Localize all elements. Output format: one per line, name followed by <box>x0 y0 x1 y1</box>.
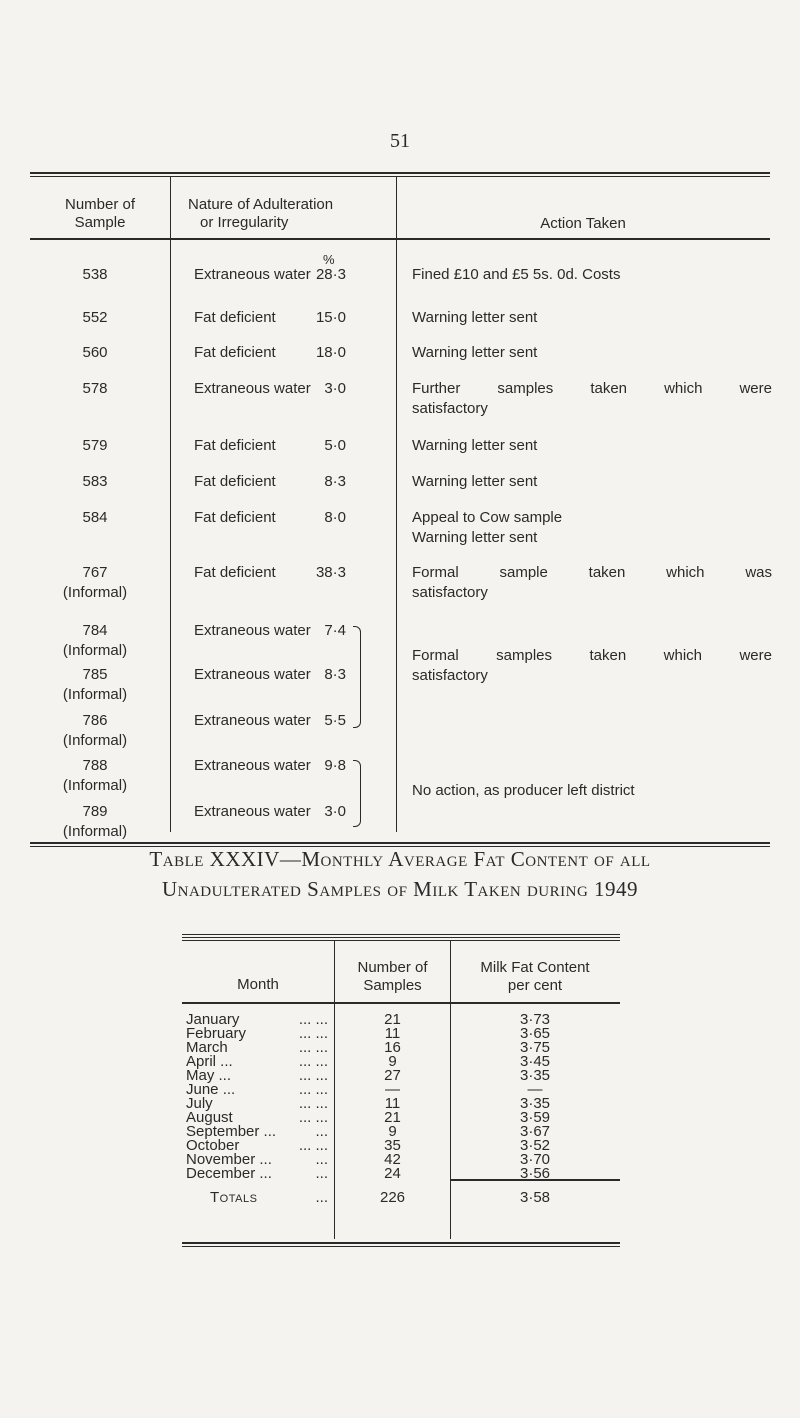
sample-number: 578 <box>82 380 108 397</box>
action-line: Fined £10 and £5 5s. 0d. Costs <box>412 266 621 283</box>
col-header-fat <box>450 959 620 995</box>
leader-dots: ... ... <box>298 1137 328 1154</box>
table1-col-divider-2 <box>396 177 397 832</box>
action <box>412 472 772 492</box>
leader-dots: ... ... <box>298 1025 328 1042</box>
action <box>412 308 772 328</box>
table2-top-rule-2 <box>182 937 620 938</box>
leader-dots: ... ... <box>298 1081 328 1098</box>
sample-number <box>30 665 160 705</box>
action-line: Warning letter sent <box>412 529 538 546</box>
informal-label: (Informal) <box>62 642 128 659</box>
action <box>412 265 772 285</box>
action-line: Warning letter sent <box>412 344 538 361</box>
samples-value: 9 <box>388 1053 397 1070</box>
informal-label: (Informal) <box>62 686 128 703</box>
sample-number: 552 <box>82 309 108 326</box>
samples-value: 11 <box>384 1025 401 1042</box>
samples-value: 21 <box>384 1011 401 1028</box>
action-line: Appeal to Cow sample <box>412 509 563 526</box>
sample-number <box>30 711 160 751</box>
action <box>412 563 772 603</box>
sample-number-value: 789 <box>82 803 108 820</box>
col-header-action: Action Taken <box>540 215 626 232</box>
action-line: Warning letter sent <box>412 473 538 490</box>
sample-number <box>30 563 160 603</box>
fat-value: 3·35 <box>519 1095 551 1112</box>
action <box>412 379 772 419</box>
percent: 7·4 <box>324 622 346 639</box>
percent: 5·5 <box>324 712 346 729</box>
leader-dots: ... ... <box>298 1039 328 1056</box>
percent: 8·3 <box>324 473 346 490</box>
col-header-nature-line2: or Irregularity <box>200 214 289 231</box>
leader-dots: ... ... <box>298 1095 328 1112</box>
month-label: July <box>186 1095 213 1112</box>
table2-bottom-rule <box>182 1242 620 1244</box>
percent: 3·0 <box>324 803 346 820</box>
fat-value: — <box>527 1081 543 1098</box>
table1-header-rule <box>30 238 770 240</box>
action-line: Formal samples taken which were <box>412 647 772 664</box>
nature: Fat deficient <box>194 473 276 490</box>
table2-title-line2: Unadulterated Samples of Milk Taken during 1949 <box>161 877 639 901</box>
leader-dots: ... ... <box>298 1011 328 1028</box>
informal-label: (Informal) <box>62 823 128 840</box>
action-line: Further samples taken which were <box>412 380 772 397</box>
informal-label: (Informal) <box>62 584 128 601</box>
action-line: Warning letter sent <box>412 309 538 326</box>
fat-value: 3·35 <box>519 1067 551 1084</box>
samples-value: 21 <box>384 1109 401 1126</box>
leader-dots: ... ... <box>298 1067 328 1084</box>
nature: Extraneous water <box>194 622 311 639</box>
samples-value: 42 <box>384 1151 401 1168</box>
percent: 9·8 <box>324 757 346 774</box>
month-label: September ... <box>186 1123 277 1140</box>
percent: 15·0 <box>315 309 346 326</box>
month-label: November ... <box>186 1151 272 1168</box>
table1-top-rule-thin <box>30 176 770 177</box>
nature: Fat deficient <box>194 564 276 581</box>
table2-header-rule <box>182 1002 620 1004</box>
leader-dots: ... ... <box>298 1109 328 1126</box>
table1-col-divider-1 <box>170 177 171 832</box>
informal-label: (Informal) <box>62 732 128 749</box>
percent: 3·0 <box>324 380 346 397</box>
sample-number: 583 <box>82 473 108 490</box>
col-header-samples-line2: Samples <box>363 977 422 994</box>
month-label: January <box>186 1011 240 1028</box>
sample-number: 560 <box>82 344 108 361</box>
sample-number: 579 <box>82 437 108 454</box>
samples-value: 24 <box>384 1165 401 1182</box>
month-label: June ... <box>186 1081 236 1098</box>
action-line: Warning letter sent <box>412 437 538 454</box>
totals-row <box>210 1190 328 1206</box>
action-line: satisfactory <box>412 667 488 684</box>
col-header-fat-line1: Milk Fat Content <box>480 959 590 976</box>
sample-number-value: 785 <box>82 666 108 683</box>
nature: Extraneous water <box>194 266 311 283</box>
action-line: satisfactory <box>412 584 488 601</box>
samples-value: — <box>385 1081 400 1098</box>
samples-value: 11 <box>384 1095 401 1112</box>
leader-dots: ... ... <box>298 1053 328 1070</box>
fat-value: 3·45 <box>519 1053 551 1070</box>
sample-number <box>30 621 160 661</box>
col-header-fat-line2: per cent <box>507 977 563 994</box>
col-header-samples <box>335 959 450 995</box>
leader-dots: ... <box>315 1189 328 1206</box>
action-line: Formal sample taken which was <box>412 564 772 581</box>
month-label: May ... <box>186 1067 232 1084</box>
percent: 18·0 <box>315 344 346 361</box>
sample-number-value: 767 <box>82 564 108 581</box>
percent: 38·3 <box>315 564 346 581</box>
fat-value: 3·70 <box>519 1151 551 1168</box>
leader-dots: ... <box>315 1165 328 1182</box>
nature: Fat deficient <box>194 509 276 526</box>
nature: Extraneous water <box>194 712 311 729</box>
col-header-sample-line2: Sample <box>74 214 126 231</box>
nature: Fat deficient <box>194 344 276 361</box>
percent: 8·0 <box>324 509 346 526</box>
month-label: August <box>186 1109 233 1126</box>
col-header-sample <box>30 196 170 232</box>
sample-number <box>30 756 160 796</box>
informal-label: (Informal) <box>62 777 128 794</box>
samples-value: 27 <box>384 1067 401 1084</box>
month-label: October <box>186 1137 240 1154</box>
fat-value: 3·52 <box>519 1137 551 1154</box>
brace-group-2 <box>353 760 361 827</box>
leader-dots: ... <box>315 1123 328 1140</box>
brace-group-1 <box>353 626 361 728</box>
fat-value: 3·56 <box>519 1165 551 1182</box>
samples-value: 16 <box>384 1039 401 1056</box>
sample-number <box>30 802 160 842</box>
nature: Extraneous water <box>194 666 311 683</box>
percent: 28·3 <box>315 266 346 283</box>
percent-sign: % <box>323 252 335 267</box>
col-header-month: Month <box>237 976 279 993</box>
page-number: 51 <box>390 130 410 152</box>
month-label: April ... <box>186 1053 233 1070</box>
group-action-1 <box>412 646 772 686</box>
samples-value: 35 <box>384 1137 401 1154</box>
fat-value: 3·59 <box>519 1109 551 1126</box>
month-label: December ... <box>186 1165 272 1182</box>
table2-title-line1: Table XXXIV—Monthly Average Fat Content of all <box>149 847 651 871</box>
table1-top-rule <box>30 172 770 174</box>
sample-number-value: 784 <box>82 622 108 639</box>
totals-fat: 3·58 <box>519 1189 551 1206</box>
percent: 5·0 <box>324 437 346 454</box>
nature: Extraneous water <box>194 757 311 774</box>
percent: 8·3 <box>324 666 346 683</box>
totals-samples: 226 <box>379 1189 406 1206</box>
action <box>412 508 772 548</box>
action <box>412 343 772 363</box>
nature: Extraneous water <box>194 803 311 820</box>
table2-top-rule <box>182 934 620 935</box>
nature: Extraneous water <box>194 380 311 397</box>
fat-value: 3·67 <box>519 1123 551 1140</box>
col-header-samples-line1: Number of <box>357 959 428 976</box>
month-row <box>186 1167 328 1181</box>
month-label: March <box>186 1039 228 1056</box>
fat-value: 3·75 <box>519 1039 551 1056</box>
nature: Fat deficient <box>194 437 276 454</box>
nature: Fat deficient <box>194 309 276 326</box>
sample-number-value: 788 <box>82 757 108 774</box>
sample-number-value: 786 <box>82 712 108 729</box>
action <box>412 436 772 456</box>
col-header-sample-line1: Number of <box>64 196 136 213</box>
col-header-nature-line1: Nature of Adulteration <box>188 196 334 213</box>
month-label: February <box>186 1025 247 1042</box>
sample-number: 538 <box>82 266 108 283</box>
fat-value: 3·65 <box>519 1025 551 1042</box>
table2-top-rule-3 <box>182 940 620 941</box>
action-line: No action, as producer left district <box>412 782 635 799</box>
table2-title <box>40 844 760 904</box>
sample-number: 584 <box>82 509 108 526</box>
leader-dots: ... <box>315 1151 328 1168</box>
col-header-nature <box>188 196 333 232</box>
fat-value: 3·73 <box>519 1011 551 1028</box>
group-action-2 <box>412 781 772 801</box>
samples-value: 9 <box>388 1123 397 1140</box>
totals-label: Totals <box>210 1189 258 1206</box>
action-line: satisfactory <box>412 400 488 417</box>
table2-bottom-rule-thin <box>182 1246 620 1247</box>
